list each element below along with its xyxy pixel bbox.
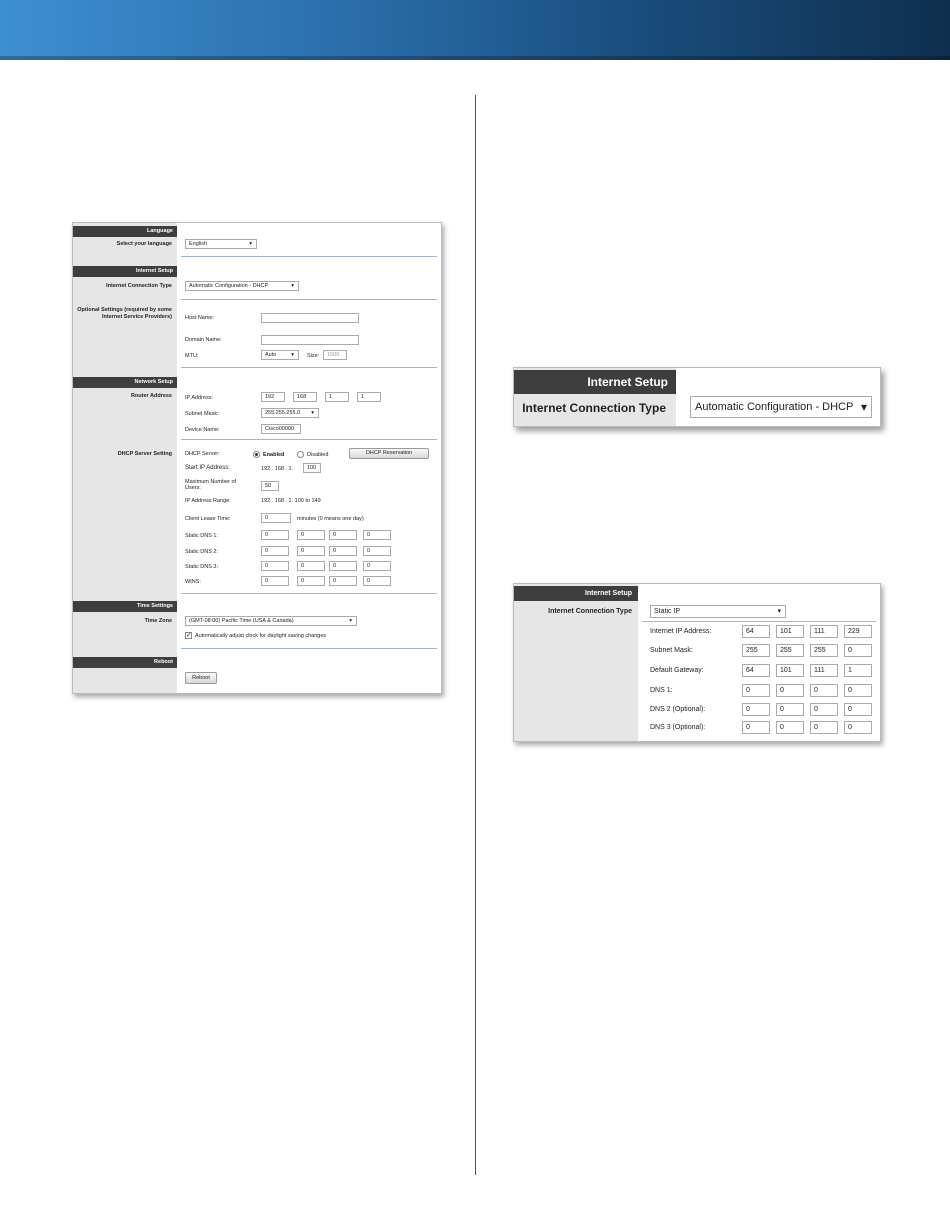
- gateway-octet-4[interactable]: 1: [844, 664, 872, 677]
- internet-setup-zoom-screenshot: [513, 367, 881, 427]
- wins-label: WINS:: [185, 579, 201, 585]
- lease-time-input[interactable]: 0: [261, 513, 291, 523]
- dhcp-disabled-radio[interactable]: [297, 451, 304, 458]
- start-ip-prefix: 192 . 168 . 1.: [261, 466, 294, 472]
- connection-type-label: Internet Connection Type: [106, 283, 172, 289]
- dst-checkbox[interactable]: ✓: [186, 632, 192, 639]
- internet-setup-section-header: Internet Setup: [514, 586, 638, 601]
- dns3-octet-4[interactable]: 0: [844, 721, 872, 734]
- dns2-octet-3[interactable]: 0: [810, 703, 838, 716]
- dns1-label: DNS 1:: [650, 687, 673, 694]
- caret-down-icon: ▾: [349, 618, 352, 624]
- caret-down-icon: ▾: [311, 410, 314, 416]
- max-users-label: Maximum Number of Users:: [185, 479, 237, 491]
- dns2-octet-1[interactable]: 0: [742, 703, 770, 716]
- max-users-input[interactable]: 50: [261, 481, 279, 491]
- static-dns3-octet-4[interactable]: 0: [363, 561, 391, 571]
- time-settings-section-header: Time Settings: [73, 601, 177, 612]
- dns1-octet-2[interactable]: 0: [776, 684, 804, 697]
- internet-ip-octet-4[interactable]: 229: [844, 625, 872, 638]
- internet-setup-section-header: Internet Setup: [73, 266, 177, 277]
- network-setup-section-header: Network Setup: [73, 377, 177, 388]
- reboot-section-header: Reboot: [73, 657, 177, 668]
- dns2-label: DNS 2 (Optional):: [650, 706, 706, 713]
- default-gateway-label: Default Gateway:: [650, 667, 704, 674]
- row-divider: [181, 256, 437, 257]
- header-banner: [0, 0, 950, 60]
- dns3-octet-3[interactable]: 0: [810, 721, 838, 734]
- ip-octet-3[interactable]: 1: [325, 392, 349, 402]
- host-name-label: Host Name:: [185, 315, 215, 321]
- subnet-octet-2[interactable]: 255: [776, 644, 804, 657]
- gateway-octet-1[interactable]: 64: [742, 664, 770, 677]
- connection-type-label: Internet Connection Type: [548, 608, 632, 615]
- subnet-octet-4[interactable]: 0: [844, 644, 872, 657]
- lease-time-suffix: minutes (0 means one day): [297, 516, 364, 522]
- wins-octet-2[interactable]: 0: [297, 576, 325, 586]
- static-dns2-octet-4[interactable]: 0: [363, 546, 391, 556]
- dns3-octet-1[interactable]: 0: [742, 721, 770, 734]
- lease-time-label: Client Lease Time:: [185, 516, 231, 522]
- row-divider: [181, 439, 437, 440]
- static-dns2-octet-2[interactable]: 0: [297, 546, 325, 556]
- internet-ip-octet-1[interactable]: 64: [742, 625, 770, 638]
- start-ip-input[interactable]: 100: [303, 463, 321, 473]
- static-dns3-octet-1[interactable]: 0: [261, 561, 289, 571]
- static-dns1-label: Static DNS 1:: [185, 533, 219, 539]
- mtu-label: MTU:: [185, 353, 199, 359]
- caret-down-icon: ▾: [291, 352, 294, 358]
- internet-ip-octet-2[interactable]: 101: [776, 625, 804, 638]
- basic-setup-screenshot: [72, 222, 442, 694]
- dns2-octet-2[interactable]: 0: [776, 703, 804, 716]
- static-dns1-octet-4[interactable]: 0: [363, 530, 391, 540]
- wins-octet-3[interactable]: 0: [329, 576, 357, 586]
- internet-setup-section-header: Internet Setup: [514, 370, 676, 394]
- static-dns1-octet-3[interactable]: 0: [329, 530, 357, 540]
- static-dns3-octet-3[interactable]: 0: [329, 561, 357, 571]
- connection-type-select[interactable]: Automatic Configuration - DHCP ▾: [690, 396, 872, 418]
- domain-name-label: Domain Name:: [185, 337, 222, 343]
- static-dns1-octet-2[interactable]: 0: [297, 530, 325, 540]
- optional-settings-label: Optional Settings (required by some Internet Service Providers): [77, 307, 172, 320]
- dhcp-reservation-button[interactable]: DHCP Reservation: [349, 448, 429, 459]
- dns1-octet-1[interactable]: 0: [742, 684, 770, 697]
- caret-down-icon: ▾: [249, 241, 252, 247]
- dhcp-enabled-label: Enabled: [263, 452, 285, 458]
- static-dns2-octet-3[interactable]: 0: [329, 546, 357, 556]
- time-zone-select[interactable]: (GMT-08:00) Pacific Time (USA & Canada) ▾: [185, 616, 357, 626]
- time-zone-label: Time Zone: [144, 618, 172, 624]
- language-label: Select your language: [116, 241, 172, 247]
- ip-octet-2[interactable]: 168: [293, 392, 317, 402]
- language-select[interactable]: English ▾: [185, 239, 257, 249]
- static-dns3-label: Static DNS 3:: [185, 564, 219, 570]
- dhcp-enabled-radio[interactable]: [253, 451, 260, 458]
- mtu-select[interactable]: Auto ▾: [261, 350, 299, 360]
- wins-octet-4[interactable]: 0: [363, 576, 391, 586]
- internet-ip-label: Internet IP Address:: [650, 628, 712, 635]
- static-ip-screenshot: [513, 583, 881, 742]
- row-divider: [181, 367, 437, 368]
- dns1-octet-4[interactable]: 0: [844, 684, 872, 697]
- row-divider: [642, 621, 876, 622]
- caret-down-icon: ▾: [291, 283, 294, 289]
- row-divider: [181, 299, 437, 300]
- subnet-octet-1[interactable]: 255: [742, 644, 770, 657]
- subnet-mask-select[interactable]: 255.255.255.0 ▾: [261, 408, 319, 418]
- subnet-mask-label: Subnet Mask:: [650, 647, 693, 654]
- connection-type-select[interactable]: Automatic Configuration - DHCP ▾: [185, 281, 299, 291]
- row-divider: [181, 648, 437, 649]
- ip-octet-4[interactable]: 1: [357, 392, 381, 402]
- host-name-input[interactable]: [261, 313, 359, 323]
- column-divider: [475, 95, 476, 1175]
- caret-down-icon: ▾: [777, 608, 781, 615]
- internet-ip-octet-3[interactable]: 111: [810, 625, 838, 638]
- start-ip-label: Start IP Address:: [185, 465, 230, 471]
- dst-label: Automatically adjust clock for daylight saving changes: [195, 633, 327, 639]
- router-address-label: Router Address: [130, 393, 172, 399]
- wins-octet-1[interactable]: 0: [261, 576, 289, 586]
- domain-name-input[interactable]: [261, 335, 359, 345]
- size-input[interactable]: 1500: [323, 350, 347, 360]
- ip-address-label: IP Address:: [185, 395, 214, 401]
- ip-range-value: 192 . 168 . 1. 100 to 149: [261, 498, 321, 504]
- dns3-octet-2[interactable]: 0: [776, 721, 804, 734]
- static-dns2-label: Static DNS 2:: [185, 549, 219, 555]
- language-section-header: Language: [73, 226, 177, 237]
- dns2-octet-4[interactable]: 0: [844, 703, 872, 716]
- size-label: Size:: [307, 353, 320, 359]
- static-dns2-octet-1[interactable]: 0: [261, 546, 289, 556]
- device-name-label: Device Name:: [185, 427, 220, 433]
- ip-octet-1[interactable]: 192: [261, 392, 285, 402]
- dhcp-server-setting-label: DHCP Server Setting: [117, 451, 172, 457]
- row-divider: [181, 593, 437, 594]
- connection-type-select[interactable]: Static IP ▾: [650, 605, 786, 618]
- caret-down-icon: ▾: [860, 400, 867, 414]
- dns3-label: DNS 3 (Optional):: [650, 724, 706, 731]
- connection-type-label: Internet Connection Type: [522, 401, 666, 415]
- dhcp-disabled-label: Disabled: [307, 452, 329, 458]
- subnet-mask-label: Subnet Mask:: [185, 411, 219, 417]
- dhcp-server-label: DHCP Server:: [185, 451, 220, 457]
- ip-range-label: IP Address Range:: [185, 498, 231, 504]
- static-dns3-octet-2[interactable]: 0: [297, 561, 325, 571]
- device-name-input[interactable]: Cisco00000: [261, 424, 301, 434]
- subnet-octet-3[interactable]: 255: [810, 644, 838, 657]
- gateway-octet-2[interactable]: 101: [776, 664, 804, 677]
- dns1-octet-3[interactable]: 0: [810, 684, 838, 697]
- reboot-button[interactable]: Reboot: [185, 672, 217, 684]
- gateway-octet-3[interactable]: 111: [810, 664, 838, 677]
- static-dns1-octet-1[interactable]: 0: [261, 530, 289, 540]
